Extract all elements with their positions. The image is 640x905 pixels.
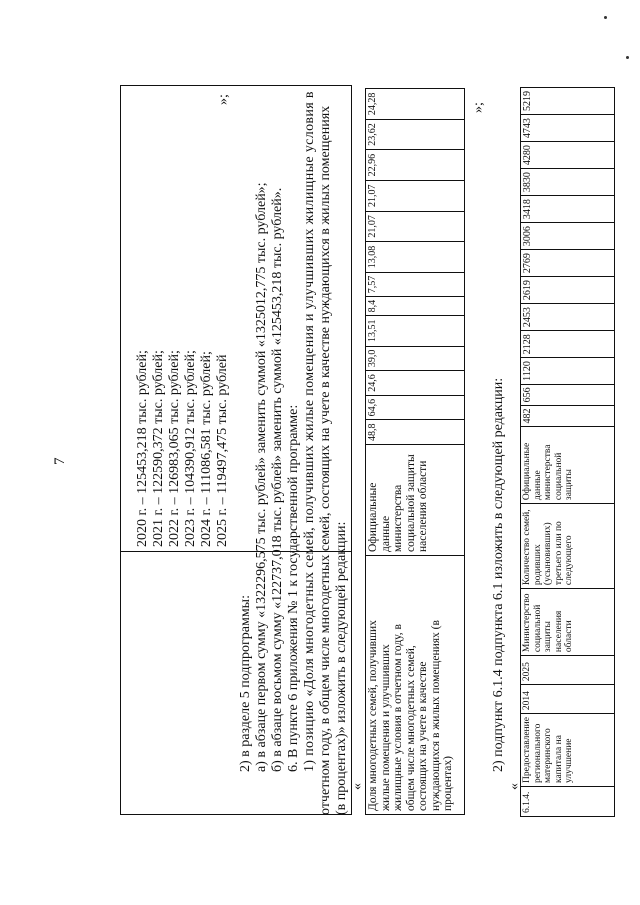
indicator-cell — [521, 504, 615, 589]
indicator-name-line: общем числе многодетных семей, — [404, 645, 417, 811]
source-line: защиты — [564, 469, 574, 501]
measure-line: материнского — [543, 728, 553, 783]
indicator-name-line: Доля многодетных семей, получивших — [367, 620, 379, 811]
indicator-line: родивших — [532, 544, 543, 586]
executor-line: защиты — [543, 621, 553, 653]
value-cell: 21,07 — [366, 180, 465, 211]
close-mark: »; — [216, 94, 231, 105]
indicator-name-line: состоящих на учете в качестве — [417, 661, 429, 811]
value-cell: 2128 — [521, 331, 615, 358]
value-cell: 5219 — [521, 88, 615, 115]
year-end-cell: 2025 — [521, 656, 615, 685]
indicator-line: Количество семей, — [522, 509, 532, 586]
value-cell: 482 — [521, 405, 615, 426]
measure-line: регионального — [532, 723, 543, 783]
indicator-name-line: нуждающихся в жилых помещениях (в — [429, 620, 442, 811]
value-cell: 656 — [521, 384, 615, 405]
indicator-line: следующего — [564, 535, 574, 586]
para-line: 1) позицию «Доля многодетных семей, получивших жилые помещения и улучшивших жилищные условия в — [302, 91, 317, 772]
para-line: 6. В пункте 6 приложения № 1 к государственной программе: — [286, 404, 301, 772]
source-line: Официальные — [522, 442, 532, 501]
value-cell: 48,8 — [366, 420, 465, 445]
para-line: 2) в разделе 5 подпрограммы: — [238, 595, 253, 772]
para-line: (в процентах)» изложить в следующей редакции: — [334, 521, 349, 815]
measure-line: капитала на — [553, 735, 564, 783]
measure-name-cell — [521, 714, 615, 787]
close-mark-2: »; — [471, 102, 486, 113]
value-cell: 2619 — [521, 277, 615, 304]
value-cell: 3418 — [521, 196, 615, 223]
value-cell: 1120 — [521, 358, 615, 385]
value-cell: 13,51 — [366, 315, 465, 346]
source-line: социальной — [553, 452, 564, 501]
scan-speck — [604, 16, 607, 19]
page-number: 7 — [52, 457, 68, 465]
para2: 2) подпункт 6.1.4 подпункта 6.1 изложить в следующей редакции: — [491, 377, 506, 772]
value-cell: 4280 — [521, 142, 615, 169]
indicator-name-cell — [366, 556, 465, 815]
value-cell: 7,57 — [366, 272, 465, 297]
value-cell: 64,6 — [366, 395, 465, 420]
open-quote: « — [350, 783, 365, 790]
source-line: социальной защиты — [404, 454, 417, 552]
value-cell: 24,28 — [366, 89, 465, 120]
executor-line: населения — [553, 610, 564, 653]
value-cell: 39,0 — [366, 346, 465, 371]
executor-line: области — [564, 620, 574, 653]
year-line: 2022 г. – 126983,065 тыс. рублей; — [167, 350, 182, 547]
measure-line: Предоставление — [522, 717, 532, 783]
para-line: б) в абзаце восьмом сумму «122737,018 тыс. рублей» заменить суммой «125453,218 тыс. рублей». — [270, 187, 285, 772]
source-line: министерства — [392, 484, 404, 552]
indicator-name-line: жилые помещения и улучшивших — [379, 644, 392, 811]
value-cell: 22,96 — [366, 150, 465, 181]
program-table — [520, 87, 615, 817]
source-line: Официальные данные — [367, 482, 392, 552]
indicator-line: (усыновивших) — [543, 522, 553, 586]
value-cell: 2453 — [521, 304, 615, 331]
year-line: 2023 г. – 104390,912 тыс. рублей; — [183, 350, 198, 547]
indicator-table — [365, 88, 465, 815]
indicator-name-line: жилищные условия в отчетном году, в — [392, 624, 404, 811]
value-cell: 2769 — [521, 250, 615, 277]
open-quote-2: « — [507, 783, 522, 790]
measure-line: улучшение — [564, 738, 574, 783]
year-line: 2021 г. – 122590,372 тыс. рублей; — [151, 350, 166, 547]
year-line: 2020 г. – 125453,218 тыс. рублей; — [135, 350, 150, 547]
para-line: отчетном году, в общем числе многодетных семей, состоящих на учете в качестве нуждающихся в жилых помещениях — [318, 105, 333, 815]
year-start-cell: 2014 — [521, 685, 615, 714]
value-cell: 21,07 — [366, 211, 465, 242]
value-cell: 4743 — [521, 115, 615, 142]
executor-cell — [521, 589, 615, 656]
value-cell: 3006 — [521, 223, 615, 250]
value-cell: 23,62 — [366, 119, 465, 150]
source-line: министерства — [543, 444, 553, 501]
indicator-source-cell — [366, 445, 465, 556]
value-cell: 13,08 — [366, 242, 465, 273]
value-cell: 3830 — [521, 169, 615, 196]
year-line: 2025 г. – 119497,475 тыс. рублей — [215, 354, 230, 547]
executor-line: социальной — [532, 604, 543, 653]
executor-line: Министерство — [522, 593, 532, 653]
indicator-name-line: процентах) — [442, 756, 454, 811]
source-line: данные — [532, 470, 543, 501]
row-number: 6.1.4. — [521, 787, 615, 817]
para-line: а) в абзаце первом сумму «1322296,575 тыс. рублей» заменить суммой «1325012,775 тыс. рублей»; — [254, 182, 269, 772]
value-cell: 8,4 — [366, 297, 465, 316]
value-cell: 24,6 — [366, 371, 465, 396]
year-line: 2024 г. – 111086,581 тыс. рублей; — [199, 351, 214, 547]
source-cell — [521, 427, 615, 504]
scan-speck — [626, 56, 629, 59]
source-line: населения области — [417, 460, 429, 552]
indicator-line: третьего или по — [553, 521, 564, 586]
